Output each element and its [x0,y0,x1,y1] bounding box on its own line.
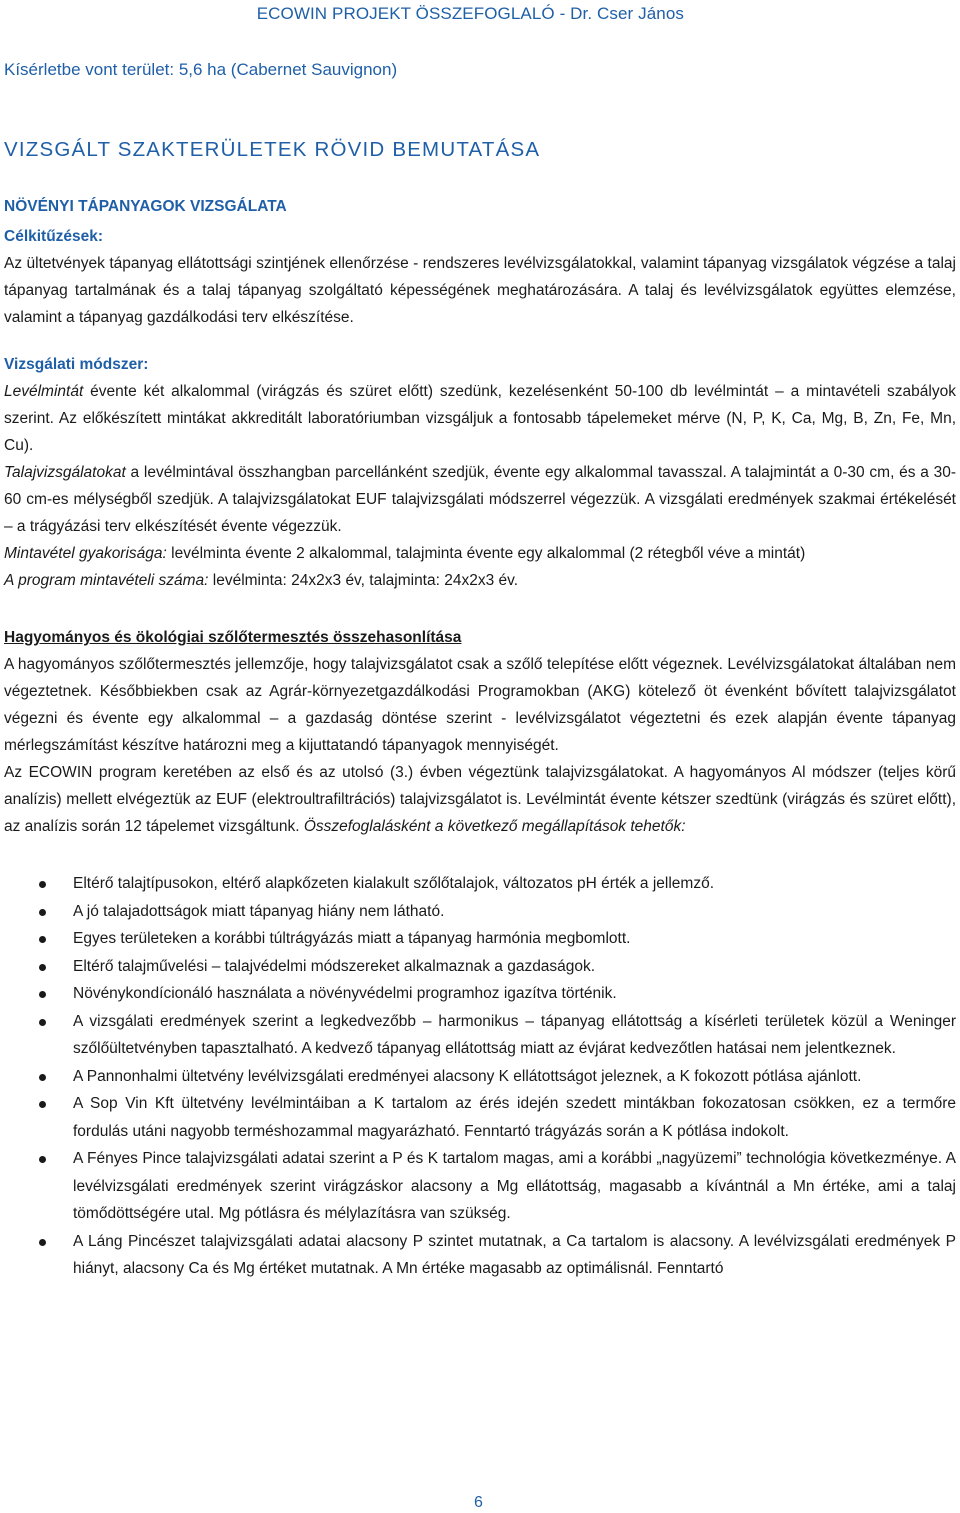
finding-text: Eltérő talajtípusokon, eltérő alapkőzeten kialakult szőlőtalajok, változatos pH érték a jellemző. [73,875,715,892]
findings-list-item [4,1008,956,1063]
findings-list-item [4,1090,956,1145]
bullet-icon [39,909,46,916]
comparison-paragraph-1: A hagyományos szőlőtermesztés jellemzője, hogy talajvizsgálatot csak a szőlő telepítése előtt végeznek. Levélvizsgálatokat általában nem végeztetnek. Későbbiekben csak az Agrár-környezetgazdálkodási Programokban (AKG) kötelező öt évenként bővített talajvizsgálatot végezni és évente egy alkalommal – a gazdaság döntése szerint - levélvizsgálatot végeztetni és ezek alapján évente tápanyag mérlegszámítást készítve határozni meg a kijuttatandó tápanyagok mennyiségét. [4,656,956,754]
findings-list-item [4,925,956,953]
bullet-icon [39,1019,46,1026]
bullet-icon [39,881,46,888]
methods-frequency-text: levélminta évente 2 alkalommal, talajminta évente egy alkalommal (2 rétegből véve a mintát) [166,545,806,562]
findings-list-item [4,1063,956,1091]
finding-text: A Láng Pincészet talajvizsgálati adatai alacsony P szintet mutatnak, a Ca tartalom is alacsony. A levélvizsgálati eredmények P hiányt, alacsony Ca és Mg értéket mutatnak. A Mn értéke magasabb az optimálisnál. Fenntartó [73,1232,956,1277]
methods-soil-term: Talajvizsgálatokat [4,464,126,481]
findings-list-item [4,1145,956,1228]
findings-list-item [4,1228,956,1283]
findings-list-item [4,953,956,981]
findings-list [4,870,956,1283]
finding-text: A vizsgálati eredmények szerint a legkedvezőbb – harmonikus – tápanyag ellátottság a kísérleti területek közül a Weninger szőlőültetvényben tapasztalható. A kedvező tápanyag ellátottság miatt az évjárat kedvezőtlen hatásai nem jelentkeznek. [73,1012,956,1057]
findings-list-item [4,898,956,926]
finding-text: A Sop Vin Kft ültetvény levélmintáiban a K tartalom az érés idején szedett mintákban fokozatosan csökken, ez a termőre fordulás utáni nagyobb terméshozammal magyarázható. Fenntartó trágyázás során a K pótlása indokolt. [73,1095,956,1140]
methods-count-line [4,567,956,594]
comparison-paragraph-2-text: Az ECOWIN program keretében az első és az utolsó (3.) évben végeztünk talajvizsgálatokat. A hagyományos Al módszer (teljes körű analízis) mellett elvégeztük az EUF (elektroultrafiltrációs) talajvizsgálatot is. Levélmintát évente kétszer szedtünk (virágzás és szüret előtt), az analízis során 12 tápelemet vizsgáltunk. [4,764,956,835]
methods-frequency-term: Mintavétel gyakorisága: [4,545,167,562]
methods-leaf-paragraph [4,378,956,459]
bullet-icon [39,1074,46,1081]
methods-count-term: A program mintavételi száma: [4,572,209,589]
comparison-heading: Hagyományos és ökológiai szőlőtermesztés összehasonlítása [4,629,462,646]
document-body [4,58,956,1283]
subsection-title: NÖVÉNYI TÁPANYAGOK VIZSGÁLATA [4,198,287,215]
bullet-icon [39,1239,46,1246]
finding-text: A Pannonhalmi ültetvény levélvizsgálati eredményei alacsony K ellátottságot jeleznek, a K fokozott pótlása ajánlott. [73,1067,862,1085]
finding-text: Eltérő talajművelési – talajvédelmi módszereket alkalmaznak a gazdaságok. [73,957,596,975]
methods-soil-text: a levélmintával összhangban parcellánként szedjük, évente egy alkalommal tavasszal. A talajmintát a 0-30 cm, és a 30-60 cm-es mélységből szedjük. A talajvizsgálatokat EUF talajvizsgálati módszerrel végezzük. A vizsgálati eredmények szakmai értékelését – a trágyázási terv elkészítését évente végezzük. [4,464,956,535]
finding-text: A Fényes Pince talajvizsgálati adatai szerint a P és K tartalom magas, ami a korábbi „nagyüzemi” technológia következménye. A levélvizsgálati eredmények szerint virágzáskor alacsony a Mg ellátottság, magasabb a kívántnál a Mn értéke, ami a talaj tömődöttségére utal. Mg pótlásra és mélylazításra van szükség. [73,1150,956,1222]
methods-count-text: levélminta: 24x2x3 év, talajminta: 24x2x3 év. [208,572,519,589]
methods-frequency-line [4,540,956,567]
findings-list-item [4,980,956,1008]
comparison-paragraph-2-summary: Összefoglalásként a következő megállapítások tehetők: [303,818,686,835]
objectives-paragraph: Az ültetvények tápanyag ellátottsági szintjének ellenőrzése - rendszeres levélvizsgálatokkal, valamint tápanyag vizsgálatok végzése a talaj tápanyag tartalmának és a talaj tápanyag szolgáltató képességének meghatározására. A talaj és levélvizsgálatok együttes elemzése, valamint a tápanyag gazdálkodási terv elkészítése. [4,255,956,326]
running-header: ECOWIN PROJEKT ÖSSZEFOGLALÓ - Dr. Cser János [256,4,684,23]
page-number: 6 [474,1494,483,1511]
objectives-label: Célkitűzések: [4,228,104,245]
findings-list-item [4,870,956,898]
methods-soil-paragraph [4,459,956,540]
bullet-icon [39,991,46,998]
comparison-paragraph-2 [4,759,956,840]
methods-leaf-text: évente két alkalommal (virágzás és szüret előtt) szedünk, kezelésenként 50-100 db levélmintát – a mintavételi szabályok szerint. Az előkészített mintákat akkreditált laboratóriumban vizsgáljuk a fontosabb tápelemeket mérve (N, P, K, Ca, Mg, B, Zn, Fe, Mn, Cu). [4,383,956,454]
section-title: VIZSGÁLT SZAKTERÜLETEK RÖVID BEMUTATÁSA [4,138,541,161]
methods-leaf-term: Levélmintát [4,383,84,400]
trial-area-line: Kísérletbe vont terület: 5,6 ha (Cabernet Sauvignon) [4,60,398,79]
bullet-icon [39,964,46,971]
methods-label: Vizsgálati módszer: [4,356,149,373]
bullet-icon [39,936,46,943]
finding-text: A jó talajadottságok miatt tápanyag hiány nem látható. [73,902,445,920]
finding-text: Növénykondícionáló használata a növényvédelmi programhoz igazítva történik. [73,985,617,1002]
bullet-icon [39,1101,46,1108]
bullet-icon [39,1156,46,1163]
finding-text: Egyes területeken a korábbi túltrágyázás miatt a tápanyag harmónia megbomlott. [73,930,631,947]
